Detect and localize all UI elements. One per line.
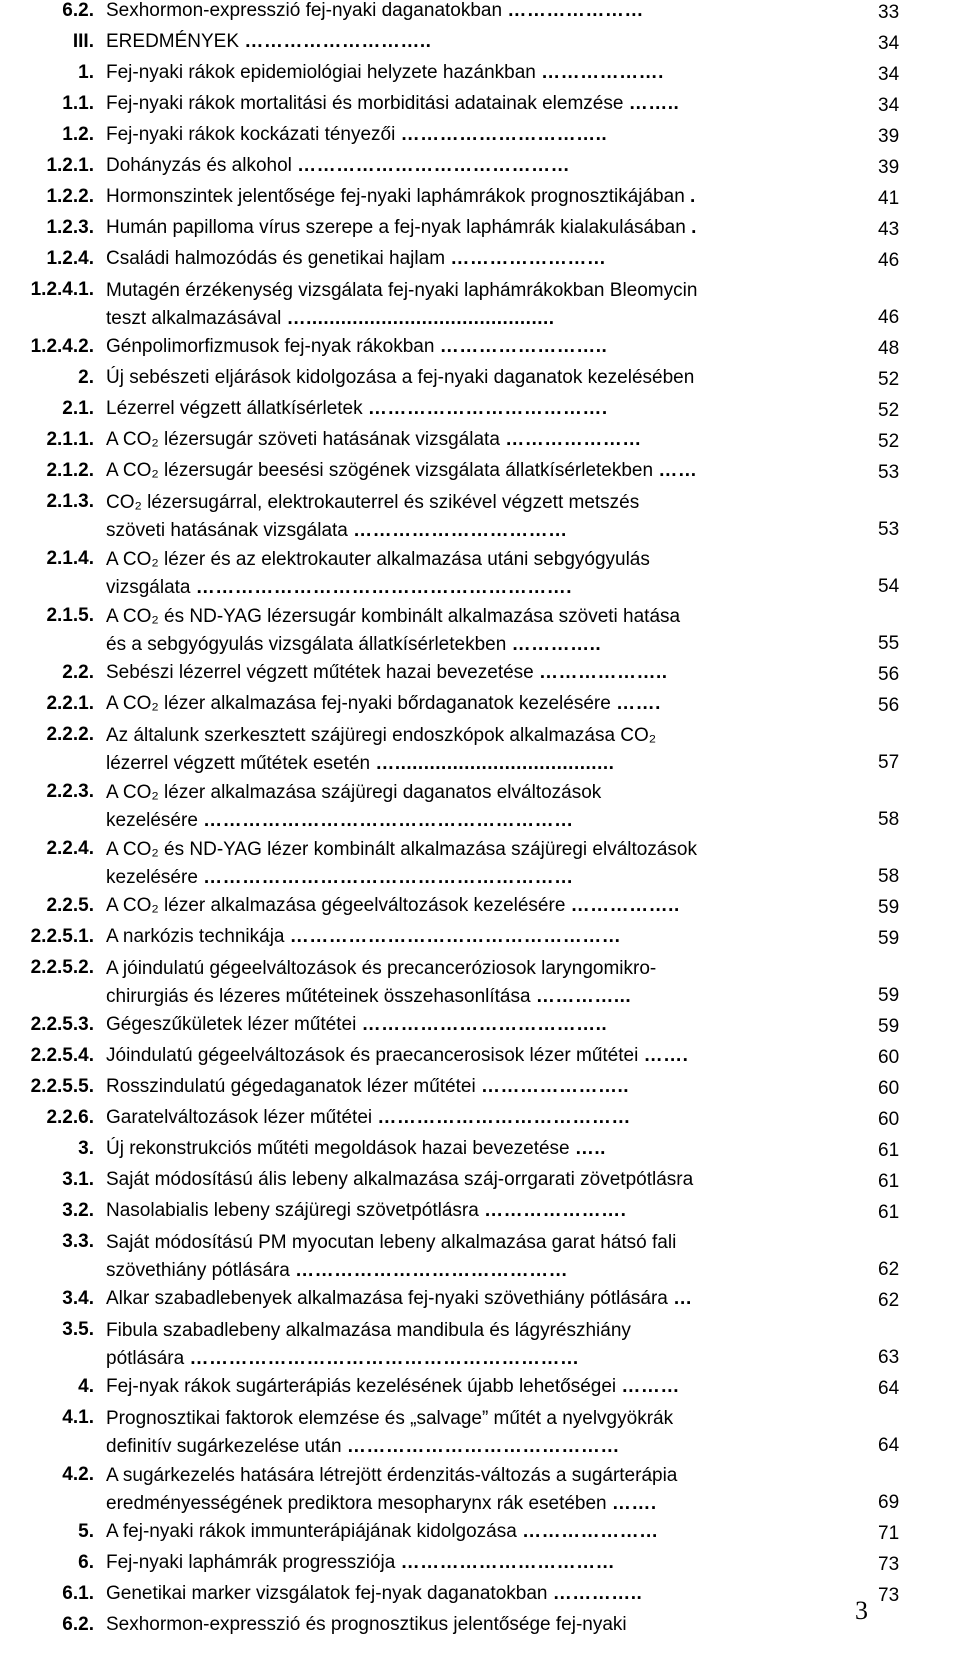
toc-entry-leader-dots: ………………………….. xyxy=(400,124,608,145)
toc-entry-number: 2.2.5.4. xyxy=(30,1045,94,1066)
toc-entry-leader-dots: …………………………… xyxy=(353,520,568,541)
toc-entry-page: 56 xyxy=(878,664,900,685)
toc-entry-number: 3.5. xyxy=(62,1319,94,1340)
toc-entry-number: 4.2. xyxy=(62,1464,94,1485)
toc-entry-title: A CO₂ lézersugár szöveti hatásának vizsgálata xyxy=(106,429,500,450)
toc-entry-title: Az általunk szerkesztett szájüregi endoszkópok alkalmazása CO₂ lézerrel végzett műtétek esetén xyxy=(106,725,657,774)
toc-entry-title: Fej-nyaki laphámrák progressziója xyxy=(106,1552,396,1573)
toc-entry xyxy=(0,60,960,91)
toc-entry-number: 5. xyxy=(78,1521,94,1542)
toc-entry-title: Fibula szabadlebeny alkalmazása mandibula és lágyrészhiány pótlására xyxy=(106,1320,631,1369)
toc-entry-page: 34 xyxy=(878,95,900,116)
toc-entry-title-line xyxy=(106,1105,850,1131)
toc-entry-leader-dots: …………………. xyxy=(484,1200,627,1221)
toc-entry-number: 2.2.6. xyxy=(46,1107,94,1128)
toc-entry-title: Új rekonstrukciós műtéti megoldások hazai bevezetése xyxy=(106,1138,570,1159)
toc-entry-title-line xyxy=(106,458,850,484)
toc-entry-title-line xyxy=(106,1612,850,1638)
toc-entry-page: 73 xyxy=(878,1554,900,1575)
toc-entry xyxy=(0,334,960,365)
toc-entry-title-line xyxy=(106,955,850,1011)
toc-entry xyxy=(0,277,960,334)
toc-entry-title: Prognosztikai faktorok elemzése és „salvage” műtét a nyelvgyökrák definitív sugárkezelése után xyxy=(106,1408,674,1457)
toc-entry xyxy=(0,396,960,427)
toc-entry-title: Sebészi lézerrel végzett műtétek hazai bevezetése xyxy=(106,662,534,683)
toc-entry-title-line xyxy=(106,1136,850,1162)
toc-entry-number: 2.2. xyxy=(62,662,94,683)
toc-entry-number: 2.1. xyxy=(62,398,94,419)
toc-entry-number: 2.2.5. xyxy=(46,895,94,916)
toc-entry-title-line xyxy=(106,546,850,602)
toc-entry-number: 3.3. xyxy=(62,1231,94,1252)
toc-entry-title-line xyxy=(106,836,850,892)
toc-entry-title: Fej-nyak rákok sugárterápiás kezelésének újabb lehetőségei xyxy=(106,1376,617,1397)
toc-entry-title: EREDMÉNYEK xyxy=(106,31,240,52)
toc-entry-page: 59 xyxy=(878,1016,900,1037)
toc-entry-title-line xyxy=(106,1581,850,1607)
toc-entry-title-line xyxy=(106,215,850,241)
toc-entry-number: 2. xyxy=(78,367,94,388)
toc-entry-title: A narkózis technikája xyxy=(106,926,285,947)
toc-entry-page: 46 xyxy=(878,250,900,271)
toc-entry-leader-dots: ………………………………… xyxy=(377,1107,631,1128)
toc-entry xyxy=(0,122,960,153)
toc-entry xyxy=(0,1462,960,1519)
toc-entry-leader-dots: ………………….. xyxy=(480,1076,630,1097)
toc-entry xyxy=(0,1519,960,1550)
toc-entry-title: Sexhormon-expresszió és prognosztikus jelentősége fej-nyaki xyxy=(106,1614,627,1635)
toc-entry-title: Génpolimorfizmusok fej-nyak rákokban xyxy=(106,336,435,357)
toc-entry-page: 54 xyxy=(878,576,900,597)
toc-entry-number: 2.2.4. xyxy=(46,838,94,859)
toc-entry-page: 46 xyxy=(878,307,900,328)
toc-entry-leader-dots: …………………………………… xyxy=(346,1436,620,1457)
toc-entry-leader-dots: … xyxy=(673,1288,693,1309)
toc-entry-page: 60 xyxy=(878,1047,900,1068)
toc-entry-leader-dots: ……………….. xyxy=(539,662,668,683)
toc-entry-title-line xyxy=(106,1317,850,1373)
toc-entry-page: 61 xyxy=(878,1140,900,1161)
toc-entry-number: 2.2.5.5. xyxy=(30,1076,94,1097)
toc-entry-page: 53 xyxy=(878,519,900,540)
toc-entry-number: 2.2.5.3. xyxy=(30,1014,94,1035)
toc-entry-page: 48 xyxy=(878,338,900,359)
toc-entry-leader-dots: ……. xyxy=(611,1493,657,1514)
toc-entry-leader-dots: ……………………….. xyxy=(244,31,432,52)
toc-entry-number: III. xyxy=(72,31,94,52)
toc-entry-number: 6.2. xyxy=(62,1614,94,1635)
toc-entry-number: 2.2.2. xyxy=(46,724,94,745)
toc-entry-page: 59 xyxy=(878,928,900,949)
toc-entry-number: 2.1.4. xyxy=(46,548,94,569)
toc-entry xyxy=(0,489,960,546)
toc-entry-title-line xyxy=(106,91,850,117)
toc-entry-page: 33 xyxy=(878,2,900,23)
toc-entry-title: Hormonszintek jelentősége fej-nyaki laphámrákok prognosztikájában xyxy=(106,186,685,207)
toc-entry xyxy=(0,246,960,277)
toc-entry-number: 6. xyxy=(78,1552,94,1573)
toc-entry-page: 56 xyxy=(878,695,900,716)
toc-entry xyxy=(0,184,960,215)
toc-entry-title-line xyxy=(106,722,850,778)
toc-entry-title-line xyxy=(106,691,850,717)
toc-entry xyxy=(0,893,960,924)
toc-entry-title-line xyxy=(106,1074,850,1100)
toc-entry-leader-dots: ………………… xyxy=(522,1521,659,1542)
toc-entry xyxy=(0,1581,960,1612)
toc-entry-page: 61 xyxy=(878,1171,900,1192)
toc-entry-title-line xyxy=(106,1405,850,1461)
toc-entry-leader-dots: ……. xyxy=(616,693,661,714)
toc-entry-number: 1.2.1. xyxy=(46,155,94,176)
toc-entry-title: A CO₂ és ND-YAG lézersugár kombinált alkalmazása szöveti hatása és a sebgyógyulás vizsgálata állatkísérletekben xyxy=(106,606,681,655)
toc-entry xyxy=(0,722,960,779)
toc-entry-number: 4.1. xyxy=(62,1407,94,1428)
toc-entry xyxy=(0,458,960,489)
toc-entry xyxy=(0,1550,960,1581)
toc-entry-number: 2.2.5.2. xyxy=(30,957,94,978)
toc-entry xyxy=(0,1405,960,1462)
toc-entry-leader-dots: ……………………………….. xyxy=(361,1014,608,1035)
toc-entry-page: 60 xyxy=(878,1109,900,1130)
toc-entry-title-line xyxy=(106,779,850,835)
toc-entry-title-line xyxy=(106,365,850,391)
toc-entry-leader-dots: …………………………… xyxy=(400,1552,616,1573)
toc-entry-leader-dots: ………………………………………………… xyxy=(203,867,574,888)
toc-entry xyxy=(0,1286,960,1317)
toc-entry-page: 34 xyxy=(878,33,900,54)
toc-entry-title-line xyxy=(106,153,850,179)
toc-entry xyxy=(0,955,960,1012)
toc-entry-number: 2.2.3. xyxy=(46,781,94,802)
toc-entry-title-line xyxy=(106,1374,850,1400)
toc-entry xyxy=(0,546,960,603)
toc-entry-title: A jóindulatú gégeelváltozások és precanceróziosok laryngomikro- chirurgiás és lézeres műtéteinek összehasonlítása xyxy=(106,958,657,1007)
toc-entry xyxy=(0,1105,960,1136)
toc-entry-leader-dots: …………………………………………………. xyxy=(195,577,573,598)
toc-entry xyxy=(0,1198,960,1229)
toc-entry-number: 1.1. xyxy=(62,93,94,114)
toc-entry-title: Alkar szabadlebenyek alkalmazása fej-nyaki szövethiány pótlására xyxy=(106,1288,668,1309)
toc-entry xyxy=(0,1229,960,1286)
toc-entry-title-line xyxy=(106,60,850,86)
toc-entry-leader-dots: ………………… xyxy=(507,0,644,21)
toc-entry xyxy=(0,427,960,458)
toc-entry-page: 62 xyxy=(878,1290,900,1311)
toc-entry-leader-dots: …………………………………… xyxy=(295,1260,569,1281)
toc-entry-leader-dots: ……. xyxy=(643,1045,689,1066)
toc-entry-page: 41 xyxy=(878,188,900,209)
toc-entry-title-line xyxy=(106,334,850,360)
toc-entry-page: 52 xyxy=(878,369,900,390)
toc-entry-title: Nasolabialis lebeny szájüregi szövetpótlásra xyxy=(106,1200,479,1221)
toc-entry-title: Fej-nyaki rákok kockázati tényezői xyxy=(106,124,396,145)
toc-entry-page: 34 xyxy=(878,64,900,85)
toc-entry-title: A CO₂ lézer és az elektrokauter alkalmazása utáni sebgyógyulás vizsgálata xyxy=(106,549,650,598)
toc-entry xyxy=(0,1012,960,1043)
toc-entry-page: 64 xyxy=(878,1435,900,1456)
toc-entry-title: Családi halmozódás és genetikai hajlam xyxy=(106,248,446,269)
toc-entry-leader-dots: …… xyxy=(658,460,698,481)
toc-entry-title: Sexhormon-expresszió fej-nyaki daganatokban xyxy=(106,0,503,21)
toc-entry xyxy=(0,691,960,722)
toc-entry xyxy=(0,1074,960,1105)
toc-entry-page: 58 xyxy=(878,866,900,887)
toc-entry-title: Saját módosítású ális lebeny alkalmazása száj-orrgarati zövetpótlásra xyxy=(106,1169,694,1190)
toc-entry-page: 39 xyxy=(878,157,900,178)
toc-entry-title: CO₂ lézersugárral, elektrokauterrel és szikével végzett metszés szöveti hatásának vizsgálata xyxy=(106,492,640,541)
toc-entry-title: Garatelváltozások lézer műtétei xyxy=(106,1107,373,1128)
toc-entry-title: Mutagén érzékenység vizsgálata fej-nyaki laphámrákokban Bleomycin teszt alkalmazásával xyxy=(106,280,698,329)
toc-entry-number: 4. xyxy=(78,1376,94,1397)
toc-entry-page: 59 xyxy=(878,897,900,918)
toc-entry-title-line xyxy=(106,1550,850,1576)
toc-entry-title-line xyxy=(106,29,850,55)
toc-entry-number: 1.2.3. xyxy=(46,217,94,238)
toc-entry-leader-dots: ………………………………. xyxy=(367,398,608,419)
toc-entry-page: 64 xyxy=(878,1378,900,1399)
toc-entry-title-line xyxy=(106,489,850,545)
toc-entry-title-line xyxy=(106,0,850,24)
toc-entry xyxy=(0,1136,960,1167)
toc-entry-title-line xyxy=(106,1229,850,1285)
toc-entry xyxy=(0,0,960,29)
toc-entry-leader-dots: …………………………………………… xyxy=(289,926,622,947)
toc-entry-leader-dots: ………….. xyxy=(552,1583,643,1604)
toc-entry-number: 2.1.2. xyxy=(46,460,94,481)
toc-entry xyxy=(0,1167,960,1198)
toc-entry-title-line xyxy=(106,1286,850,1312)
toc-entry-title: Fej-nyaki rákok mortalitási és morbiditási adatainak elemzése xyxy=(106,93,624,114)
toc-entry-leader-dots: . xyxy=(690,186,696,207)
toc-entry-title-line xyxy=(106,893,850,919)
toc-entry-number: 3.2. xyxy=(62,1200,94,1221)
toc-entry-number: 3.4. xyxy=(62,1288,94,1309)
toc-entry-title: Lézerrel végzett állatkísérletek xyxy=(106,398,363,419)
toc-entry xyxy=(0,29,960,60)
toc-entry-leader-dots: …........................................... xyxy=(286,308,555,329)
toc-entry xyxy=(0,1317,960,1374)
toc-entry-title-line xyxy=(106,427,850,453)
toc-entry xyxy=(0,924,960,955)
toc-entry-leader-dots: …………………….. xyxy=(439,336,608,357)
toc-entry xyxy=(0,365,960,396)
toc-entry-number: 1.2.4.2. xyxy=(30,336,94,357)
toc-entry-leader-dots: …………….. xyxy=(570,895,680,916)
toc-entry-title: Genetikai marker vizsgálatok fej-nyak daganatokban xyxy=(106,1583,548,1604)
toc-entry-title-line xyxy=(106,1462,850,1518)
toc-entry-number: 1.2.2. xyxy=(46,186,94,207)
toc-entry-leader-dots: . xyxy=(691,217,697,238)
toc-entry-number: 2.2.1. xyxy=(46,693,94,714)
toc-entry-title: Saját módosítású PM myocutan lebeny alkalmazása garat hátsó fali szövethiány pótlására xyxy=(106,1232,677,1281)
toc-entry-title: Rosszindulatú gégedaganatok lézer műtétei xyxy=(106,1076,476,1097)
toc-entry-title: Humán papilloma vírus szerepe a fej-nyak laphámrák kialakulásában xyxy=(106,217,686,238)
toc-entry-title: Fej-nyaki rákok epidemiológiai helyzete hazánkban xyxy=(106,62,536,83)
toc-entry-title: Új sebészeti eljárások kidolgozása a fej-nyaki daganatok kezelésében xyxy=(106,367,695,388)
toc-entry-leader-dots: ………………… xyxy=(505,429,642,450)
toc-entry-number: 1.2.4.1. xyxy=(30,279,94,300)
toc-entry-title: A sugárkezelés hatására létrejött érdenzitás-változás a sugárterápia eredményességének prediktora mesopharynx rák esetében xyxy=(106,1465,678,1514)
toc-entry-leader-dots: ………………. xyxy=(541,62,664,83)
toc-entry-number: 6.2. xyxy=(62,0,94,21)
toc-entry xyxy=(0,836,960,893)
toc-entry xyxy=(0,779,960,836)
toc-entry-page: 71 xyxy=(878,1523,900,1544)
toc-entry-page: 57 xyxy=(878,752,900,773)
toc-entry-title: A CO₂ és ND-YAG lézer kombinált alkalmazása szájüregi elváltozások kezelésére xyxy=(106,839,697,888)
toc-entry xyxy=(0,1043,960,1074)
toc-entry-number: 2.1.5. xyxy=(46,605,94,626)
toc-entry xyxy=(0,1612,960,1643)
toc-entry-leader-dots: …………………………………………………… xyxy=(189,1348,580,1369)
toc-entry-title-line xyxy=(106,1012,850,1038)
toc-entry-number: 3. xyxy=(78,1138,94,1159)
toc-entry xyxy=(0,1374,960,1405)
toc-entry-page: 62 xyxy=(878,1259,900,1280)
toc-entry-leader-dots: ….. xyxy=(574,1138,606,1159)
toc-entry-leader-dots: …...................................... xyxy=(375,753,615,774)
toc-entry-title: A CO₂ lézer alkalmazása szájüregi daganatos elváltozások kezelésére xyxy=(106,782,602,831)
toc-entry-title-line xyxy=(106,1043,850,1069)
toc-entry-title-line xyxy=(106,277,850,333)
toc-entry-title-line xyxy=(106,1198,850,1224)
toc-entry-page: 59 xyxy=(878,985,900,1006)
toc-entry-page: 43 xyxy=(878,219,900,240)
toc-entry-title-line xyxy=(106,660,850,686)
toc-entry-title: Gégeszűkületek lézer műtétei xyxy=(106,1014,357,1035)
toc-entry-leader-dots: ………….. xyxy=(511,634,602,655)
toc-entry-number: 2.1.1. xyxy=(46,429,94,450)
toc-entry-title: Jóindulatú gégeelváltozások és praecancerosisok lézer műtétei xyxy=(106,1045,639,1066)
toc-entry-page: 52 xyxy=(878,400,900,421)
toc-entry-title-line xyxy=(106,122,850,148)
toc-entry-number: 1.2. xyxy=(62,124,94,145)
toc-entry-number: 2.1.3. xyxy=(46,491,94,512)
toc-entry-leader-dots: …………... xyxy=(535,986,632,1007)
toc-entry-page: 63 xyxy=(878,1347,900,1368)
toc-entry-leader-dots: …………………… xyxy=(450,248,607,269)
toc-entry-page: 55 xyxy=(878,633,900,654)
toc-entry-number: 1.2.4. xyxy=(46,248,94,269)
toc-entry-page: 39 xyxy=(878,126,900,147)
toc-entry-number: 6.1. xyxy=(62,1583,94,1604)
toc-entry xyxy=(0,91,960,122)
toc-entry-title: A fej-nyaki rákok immunterápiájának kidolgozása xyxy=(106,1521,517,1542)
toc-entry-title-line xyxy=(106,603,850,659)
toc-entry-number: 3.1. xyxy=(62,1169,94,1190)
toc-entry xyxy=(0,215,960,246)
toc-entry-title-line xyxy=(106,184,850,210)
toc-entry-leader-dots: ………………………………………………… xyxy=(203,810,574,831)
toc-entry-title-line xyxy=(106,1167,850,1193)
toc-entry-leader-dots: ……… xyxy=(621,1376,680,1397)
toc-entry-page: 58 xyxy=(878,809,900,830)
toc-entry-title: A CO₂ lézer alkalmazása fej-nyaki bőrdaganatok kezelésére xyxy=(106,693,611,714)
toc-entry-page: 53 xyxy=(878,462,900,483)
toc-entry-title: A CO₂ lézer alkalmazása gégeelváltozások kezelésére xyxy=(106,895,566,916)
toc-entry-title-line xyxy=(106,924,850,950)
toc-entry-title-line xyxy=(106,396,850,422)
toc-entry-title: A CO₂ lézersugár beesési szögének vizsgálata állatkísérletekben xyxy=(106,460,654,481)
toc-entry-page: 61 xyxy=(878,1202,900,1223)
toc-entry-page: 52 xyxy=(878,431,900,452)
page-number: 3 xyxy=(855,1596,868,1625)
toc-entry xyxy=(0,660,960,691)
toc-entry-page: 69 xyxy=(878,1492,900,1513)
toc-entry-page: 60 xyxy=(878,1078,900,1099)
toc-entry-page: 73 xyxy=(878,1585,900,1606)
toc-entry-number: 1. xyxy=(78,62,94,83)
toc-entry-title-line xyxy=(106,1519,850,1545)
toc-entry-title-line xyxy=(106,246,850,272)
toc-entry-leader-dots: …….. xyxy=(628,93,680,114)
toc-entry-number: 2.2.5.1. xyxy=(30,926,94,947)
toc-entry-title: Dohányzás és alkohol xyxy=(106,155,292,176)
toc-entry xyxy=(0,603,960,660)
toc-entry-leader-dots: …………………………………… xyxy=(297,155,571,176)
toc-entry xyxy=(0,153,960,184)
